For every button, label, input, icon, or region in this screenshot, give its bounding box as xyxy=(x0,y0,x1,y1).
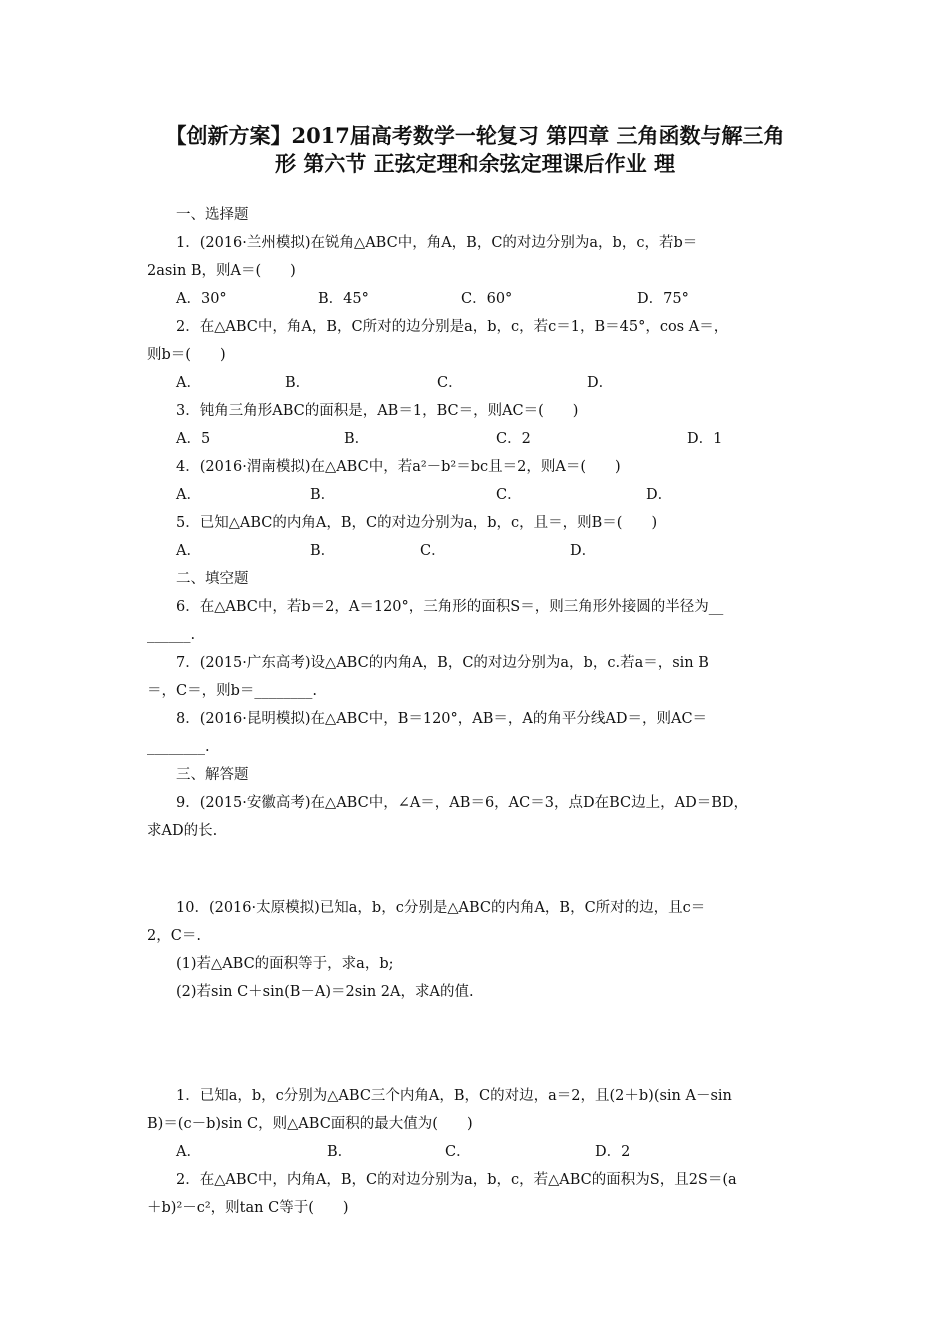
document-title xyxy=(100,122,850,178)
question-2-line-2: 则b＝( ) xyxy=(147,347,226,363)
q5-option-b: B． xyxy=(310,543,336,559)
q4-option-b: B． xyxy=(310,487,336,503)
q3-option-b: B． xyxy=(344,431,370,447)
question-6-line-2: ______. xyxy=(147,627,196,643)
question-2-line-1: 2．在△ABC中，角A，B，C所对的边分别是a，b，c，若c＝1，B＝45°，cos A＝， xyxy=(176,319,729,335)
q2-option-d: D． xyxy=(587,375,614,391)
question-4-line-1: 4．(2016·渭南模拟)在△ABC中，若a²－b²＝bc且＝2，则A＝( ) xyxy=(176,459,621,475)
q4-option-c: C． xyxy=(496,487,522,503)
q2-option-b: B． xyxy=(285,375,311,391)
question-8-line-1: 8．(2016·昆明模拟)在△ABC中，B＝120°，AB＝，A的角平分线AD＝，则AC＝ xyxy=(176,711,708,727)
practice-1-line-1: 1．已知a，b，c分别为△ABC三个内角A，B，C的对边，a＝2，且(2＋b)(sin A－sin xyxy=(176,1088,732,1104)
question-9-line-2: 求AD的长. xyxy=(147,823,218,839)
q1-option-a: A．30° xyxy=(176,291,227,307)
q5-option-a: A． xyxy=(176,543,201,559)
section-heading-choice: 一、选择题 xyxy=(176,207,249,223)
practice-1-line-2: B)＝(c－b)sin C，则△ABC面积的最大值为( ) xyxy=(147,1116,473,1132)
question-7-line-2: ＝，C＝，则b＝________. xyxy=(147,683,317,699)
p1-option-b: B． xyxy=(327,1144,353,1160)
question-7-line-1: 7．(2015·广东高考)设△ABC的内角A，B，C的对边分别为a，b，c.若a＝，sin B xyxy=(176,655,709,671)
title-line-1: 【创新方案】2017届高考数学一轮复习 第四章 三角函数与解三角 xyxy=(165,123,785,148)
section-heading-answer: 三、解答题 xyxy=(176,767,249,783)
question-3-line-1: 3．钝角三角形ABC的面积是，AB＝1，BC＝，则AC＝( ) xyxy=(176,403,579,419)
q4-option-a: A． xyxy=(176,487,201,503)
q2-option-c: C． xyxy=(437,375,463,391)
q3-option-d: D．1 xyxy=(687,431,723,447)
p1-option-a: A． xyxy=(176,1144,201,1160)
question-5-line-1: 5．已知△ABC的内角A，B，C的对边分别为a，b，c，且＝，则B＝( ) xyxy=(176,515,658,531)
title-line-2: 形 第六节 正弦定理和余弦定理课后作业 理 xyxy=(275,151,675,176)
question-10-part-1: (1)若△ABC的面积等于，求a，b; xyxy=(176,956,394,972)
q5-option-d: D． xyxy=(570,543,597,559)
q1-option-c: C．60° xyxy=(461,291,513,307)
section-heading-fill: 二、填空题 xyxy=(176,571,249,587)
q3-option-a: A．5 xyxy=(176,431,211,447)
q3-option-c: C．2 xyxy=(496,431,531,447)
practice-2-line-1: 2．在△ABC中，内角A，B，C的对边分别为a，b，c，若△ABC的面积为S，且2S＝(a xyxy=(176,1172,737,1188)
q5-option-c: C． xyxy=(420,543,446,559)
question-6-line-1: 6．在△ABC中，若b＝2，A＝120°，三角形的面积S＝，则三角形外接圆的半径为__ xyxy=(176,599,724,615)
p1-option-c: C． xyxy=(445,1144,471,1160)
question-1-line-1: 1．(2016·兰州模拟)在锐角△ABC中，角A，B，C的对边分别为a，b，c，若b＝ xyxy=(176,235,698,251)
question-8-line-2: ________. xyxy=(147,739,210,755)
q1-option-d: D．75° xyxy=(637,291,689,307)
practice-2-line-2: ＋b)²－c²，则tan C等于( ) xyxy=(147,1200,349,1216)
question-10-line-1: 10．(2016·太原模拟)已知a，b，c分别是△ABC的内角A，B，C所对的边，且c＝ xyxy=(176,900,706,916)
q4-option-d: D． xyxy=(646,487,673,503)
question-1-line-2: 2asin B，则A＝( ) xyxy=(147,263,296,279)
p1-option-d: D．2 xyxy=(595,1144,631,1160)
question-9-line-1: 9．(2015·安徽高考)在△ABC中，∠A＝，AB＝6，AC＝3，点D在BC边上，AD＝BD， xyxy=(176,795,748,811)
q1-option-b: B．45° xyxy=(318,291,369,307)
question-10-line-2: 2，C＝. xyxy=(147,928,201,944)
q2-option-a: A． xyxy=(176,375,201,391)
question-10-part-2: (2)若sin C＋sin(B－A)＝2sin 2A，求A的值. xyxy=(176,984,474,1000)
